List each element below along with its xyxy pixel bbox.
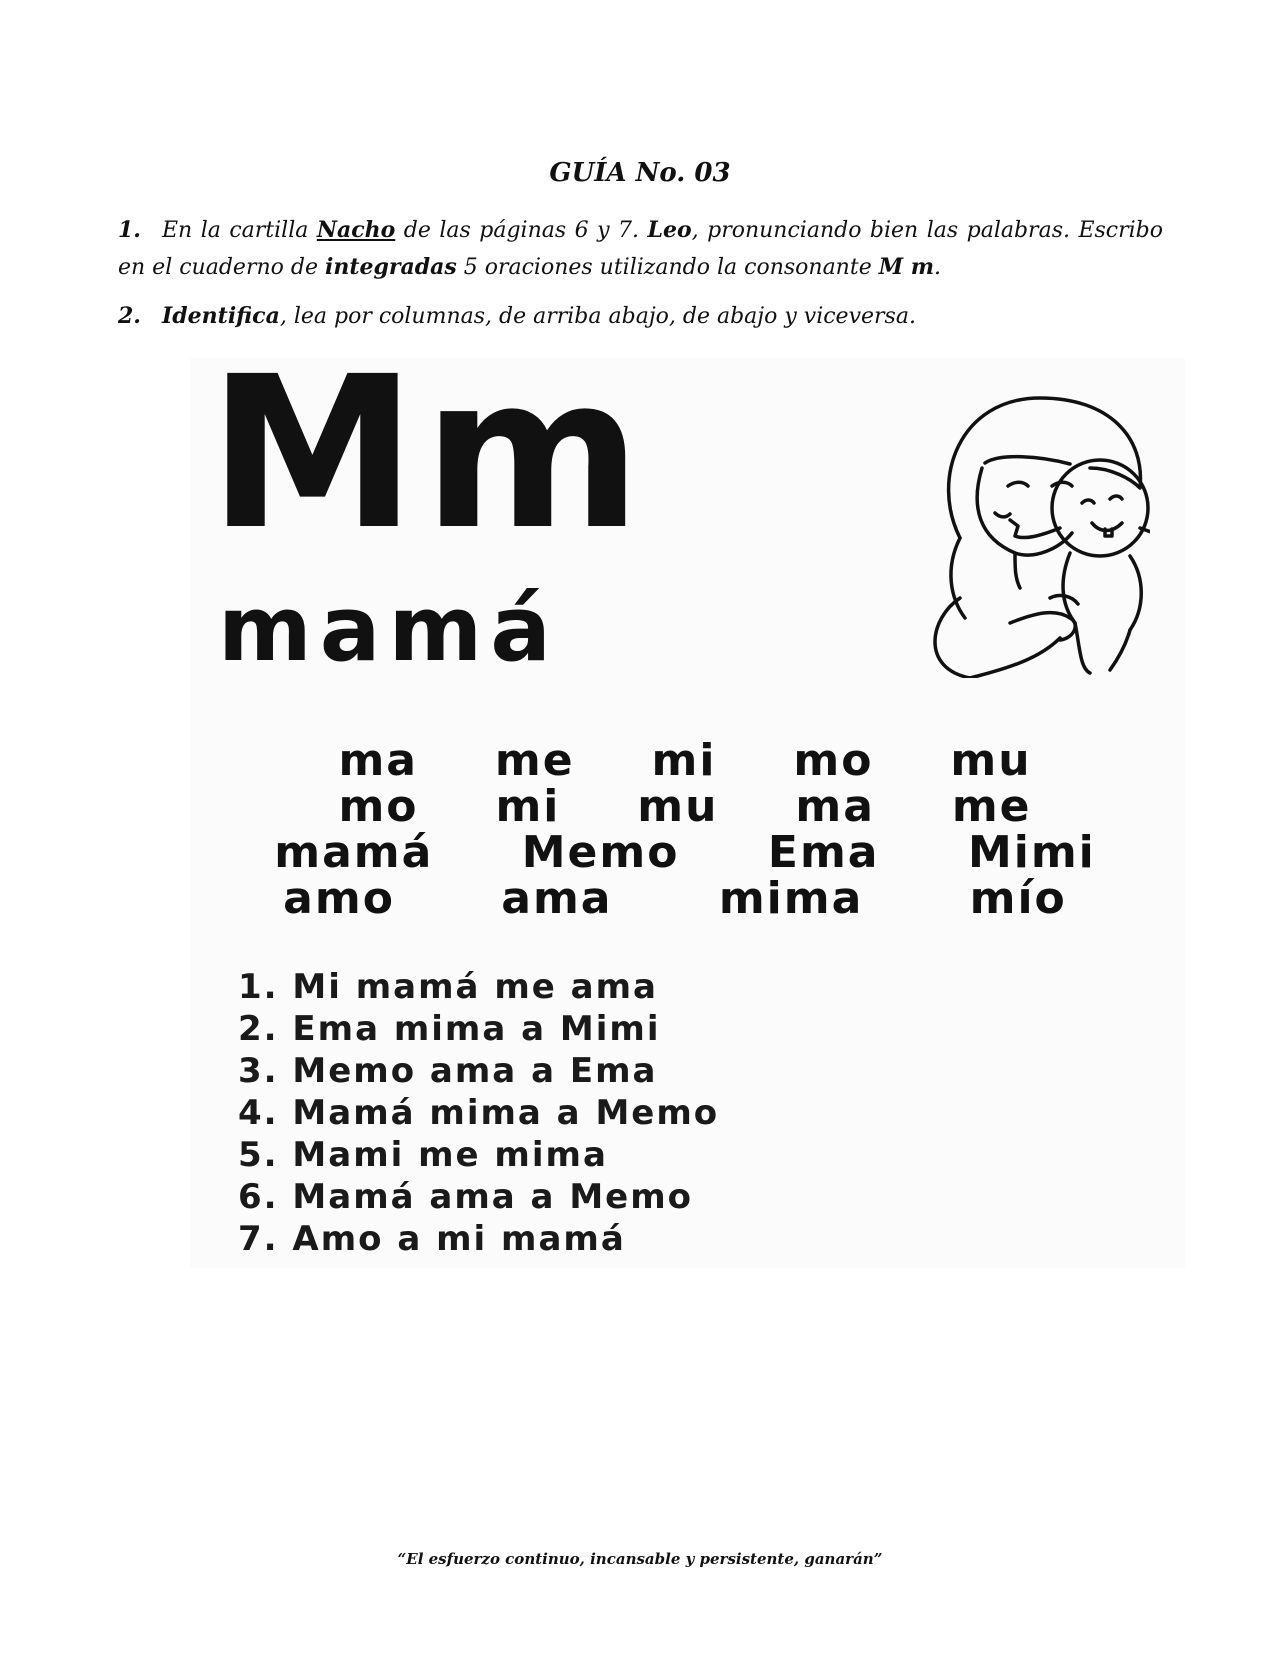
footer-motto: “El esfuerzo continuo, incansable y persistente, ganarán”: [397, 1550, 883, 1568]
instruction-2-number: 2.: [118, 303, 141, 329]
syllable: ma: [338, 735, 418, 786]
syllable-row: [230, 781, 1140, 832]
instruction-1-text: de las páginas 6 y 7.: [395, 218, 648, 243]
syllable: me: [951, 781, 1032, 832]
syllable-grid: [230, 735, 1140, 924]
word: mío: [969, 873, 1067, 924]
syllable: mo: [793, 735, 874, 786]
reading-card: [190, 331, 1185, 1268]
sentence: 1. Mi mamá me ama: [238, 967, 658, 1007]
word: amo: [283, 873, 395, 924]
word: Ema: [767, 827, 880, 878]
syllable: mi: [651, 735, 717, 786]
syllable-row: [230, 735, 1140, 786]
mm-letters: M m: [878, 254, 935, 280]
sentence: 4. Mamá mima a Memo: [238, 1093, 720, 1133]
page-title: GUÍA No. 03: [549, 158, 731, 188]
word-row: [230, 827, 1140, 878]
key-word: mamá: [218, 577, 560, 682]
sentence: 3. Memo ama a Ema: [238, 1051, 658, 1091]
instruction-1-number: 1.: [118, 217, 141, 243]
big-letter-mm: Mm: [208, 331, 648, 576]
syllable: mu: [637, 781, 719, 832]
sentence: 2. Ema mima a Mimi: [238, 1009, 661, 1049]
leo-word: Leo: [647, 217, 692, 243]
instruction-2-text: , lea por columnas, de arriba abajo, de abajo y viceversa.: [279, 304, 916, 329]
word: Mimi: [967, 827, 1096, 878]
syllable: mo: [338, 781, 419, 832]
instruction-1-text: .: [934, 255, 942, 280]
sentence: 5. Mami me mima: [238, 1135, 608, 1175]
word: mamá: [274, 827, 434, 878]
integradas-word: integradas: [324, 254, 457, 280]
syllable: ma: [795, 781, 875, 832]
word: mima: [718, 873, 864, 924]
instruction-1: [118, 212, 1163, 286]
mother-baby-illustration: [810, 368, 1150, 678]
word-row: [230, 873, 1140, 924]
instruction-1-text: 5 oraciones utilizando la consonante: [456, 255, 879, 280]
word: ama: [501, 873, 613, 924]
word: Memo: [521, 827, 680, 878]
instruction-1-text: , pronunciando bien las palabras. Escribo en el cuaderno de: [118, 218, 1164, 280]
sentence-list: [238, 966, 719, 1260]
instruction-2: [118, 298, 1163, 335]
syllable: mi: [495, 781, 561, 832]
sentence: 7. Amo a mi mamá: [238, 1219, 626, 1259]
syllable: me: [494, 735, 575, 786]
instruction-1-text: En la cartilla: [162, 218, 317, 243]
identifica-word: Identifica: [162, 303, 280, 329]
nacho-word: Nacho: [316, 217, 396, 243]
syllable: mu: [950, 735, 1032, 786]
sentence: 6. Mamá ama a Memo: [238, 1177, 694, 1217]
